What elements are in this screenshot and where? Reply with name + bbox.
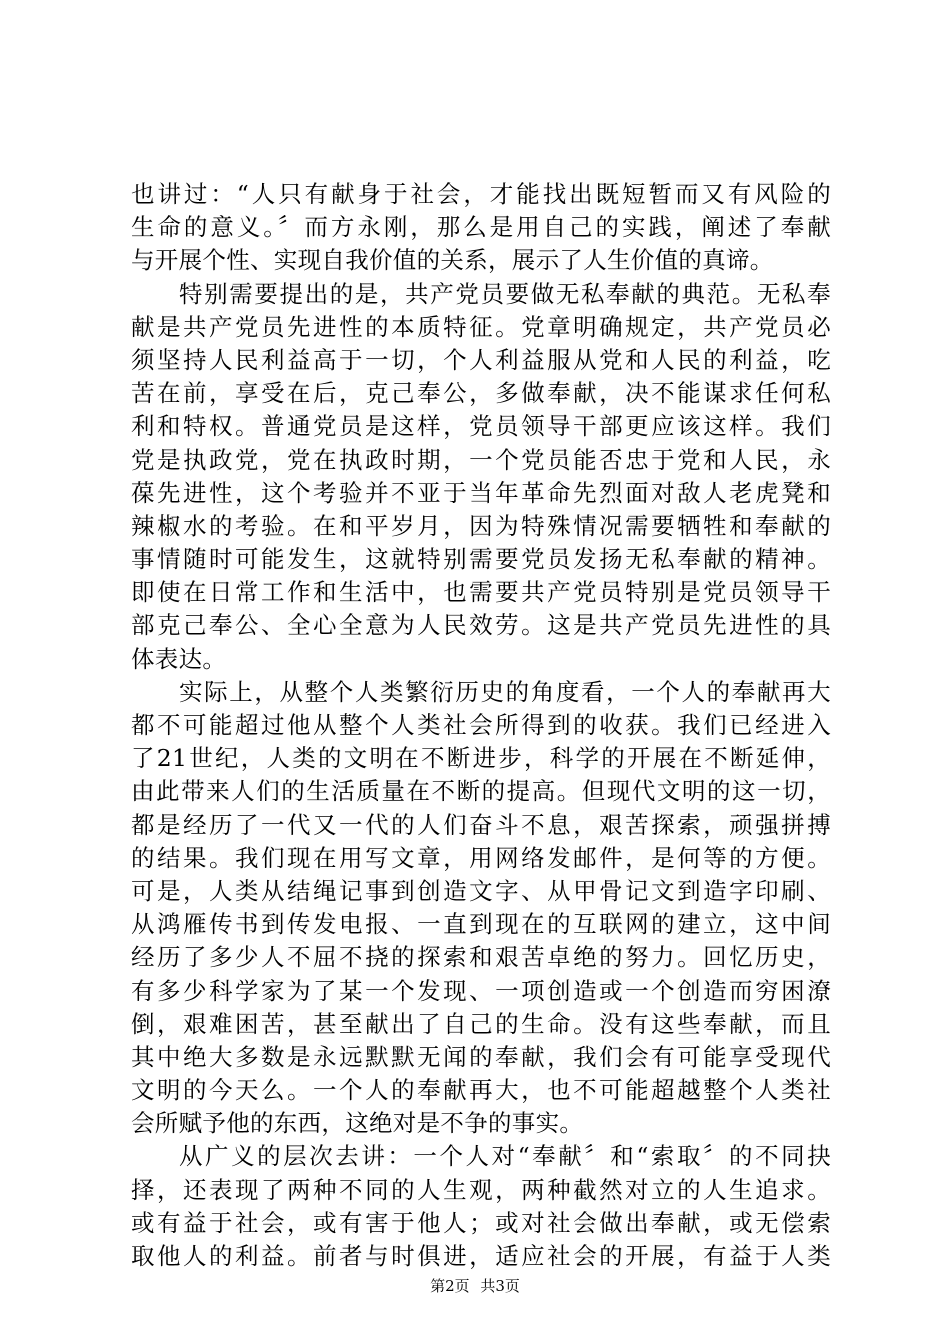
text-line: 文明的今天么。一个人的奉献再大，也不可能超越整个人类社 [131, 1076, 831, 1105]
page-total: 共3页 [480, 1277, 520, 1295]
paragraph-start-line: 从广义的层次去讲：一个人对“奉献〞和“索取〞的不同抉 [179, 1142, 831, 1171]
text-line: 经历了多少人不屈不挠的探索和艰苦卓绝的努力。回忆历史， [131, 943, 831, 972]
text-line: 也讲过：“人只有献身于社会，才能找出既短暂而又有风险的 [131, 180, 831, 208]
text-line: 都是经历了一代又一代的人们奋斗不息，艰苦探索，顽强拼搏 [131, 810, 831, 839]
text-line: 其中绝大多数是永远默默无闻的奉献，我们会有可能享受现代 [131, 1042, 831, 1071]
text-line: 择，还表现了两种不同的人生观，两种截然对立的人生追求。 [131, 1175, 831, 1204]
text-line: 由此带来人们的生活质量在不断的提高。但现代文明的这一切， [131, 777, 831, 806]
text-line: 会所赋予他的东西，这绝对是不争的事实。 [131, 1109, 584, 1138]
text-line: 体表达。 [131, 644, 227, 673]
text-line: 部克己奉公、全心全意为人民效劳。这是共产党员先进性的具 [131, 611, 831, 640]
text-line: 或有益于社会，或有害于他人；或对社会做出奉献，或无偿索 [131, 1208, 831, 1237]
text-line: 事情随时可能发生，这就特别需要党员发扬无私奉献的精神。 [131, 545, 831, 574]
text-line: 的结果。我们现在用写文章，用网络发邮件，是何等的方便。 [131, 843, 831, 872]
text-line: 党是执政党，党在执政时期，一个党员能否忠于党和人民，永 [131, 445, 831, 474]
text-line: 有多少科学家为了某一个发现、一项创造或一个创造而穷困潦 [131, 976, 831, 1005]
text-line: 献是共产党员先进性的本质特征。党章明确规定，共产党员必 [131, 312, 831, 341]
text-line: 苦在前，享受在后，克己奉公，多做奉献，决不能谋求任何私 [131, 379, 831, 408]
text-line: 取他人的利益。前者与时俱进，适应社会的开展，有益于人类 [131, 1242, 831, 1270]
text-line: 与开展个性、实现自我价值的关系，展示了人生价值的真谛。 [131, 246, 774, 275]
text-line: 辣椒水的考验。在和平岁月，因为特殊情况需要牺牲和奉献的 [131, 511, 831, 540]
text-line: 倒，艰难困苦，甚至献出了自己的生命。没有这些奉献，而且 [131, 1009, 831, 1038]
page-number: 第2页 [430, 1277, 470, 1295]
text-line: 生命的意义。〞而方永刚，那么是用自己的实践，阐述了奉献 [131, 213, 831, 242]
page-footer [0, 1276, 950, 1296]
text-line: 都不可能超过他从整个人类社会所得到的收获。我们已经进入 [131, 711, 831, 739]
paragraph-start-line: 实际上，从整个人类繁衍历史的角度看，一个人的奉献再大 [179, 677, 831, 706]
text-line: 利和特权。普通党员是这样，党员领导干部更应该这样。我们 [131, 412, 831, 441]
text-line: 从鸿雁传书到传发电报、一直到现在的互联网的建立，这中间 [131, 910, 831, 939]
body-text [131, 178, 831, 1273]
text-line: 了21世纪，人类的文明在不断进步，科学的开展在不断延伸， [131, 744, 831, 773]
text-line: 葆先进性，这个考验并不亚于当年革命先烈面对敌人老虎凳和 [131, 478, 831, 507]
text-line: 即使在日常工作和生活中，也需要共产党员特别是党员领导干 [131, 578, 831, 607]
text-line: 须坚持人民利益高于一切，个人利益服从党和人民的利益，吃 [131, 345, 831, 374]
paragraph-start-line: 特别需要提出的是，共产党员要做无私奉献的典范。无私奉 [179, 279, 831, 308]
text-line: 可是，人类从结绳记事到创造文字、从甲骨记文到造字印刷、 [131, 876, 831, 905]
